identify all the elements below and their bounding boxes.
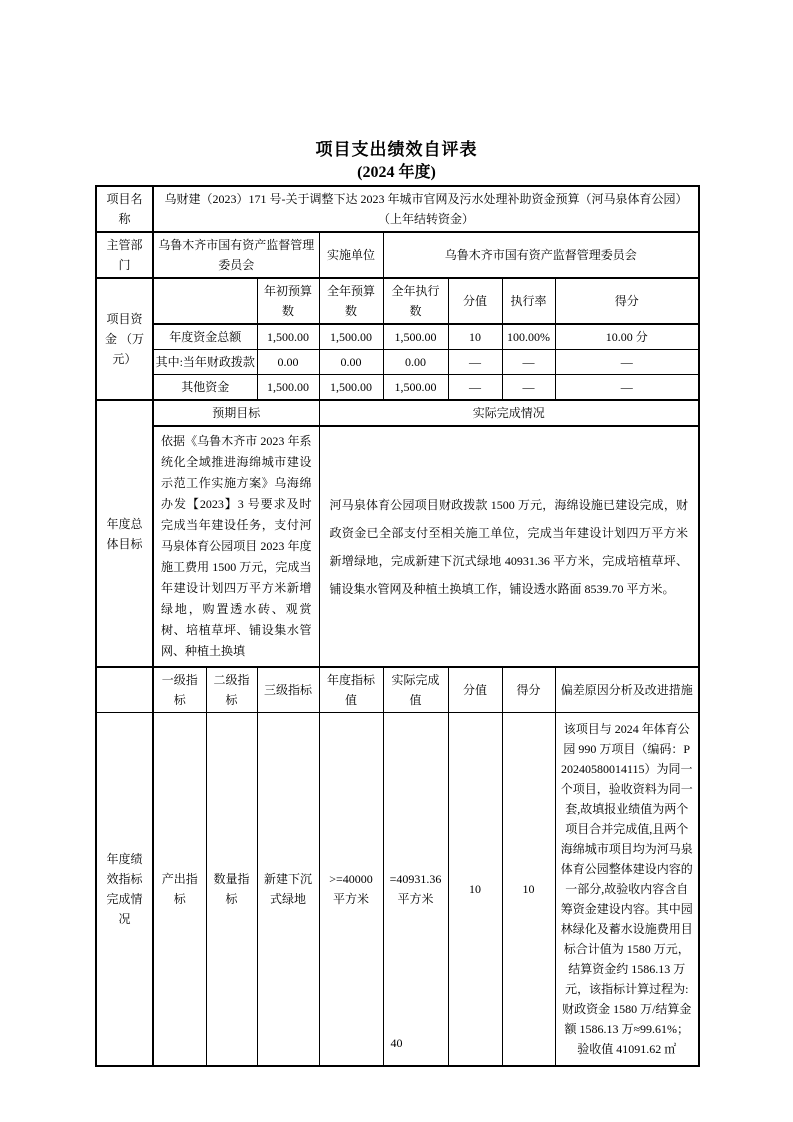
indicators-header-target: 年度指标值 [319, 667, 383, 713]
funds-annual-executed: 0.00 [383, 350, 448, 375]
indicators-header-level2: 二级指标 [206, 667, 257, 713]
implementing-unit-value: 乌鲁木齐市国有资产监督管理委员会 [383, 232, 699, 278]
funds-execution-rate: 100.00% [502, 324, 555, 350]
indicator-level1: 产出指标 [153, 713, 206, 1066]
funds-row-name: 其他资金 [153, 375, 257, 401]
funds-annual-executed: 1,500.00 [383, 324, 448, 350]
project-name-value: 乌财建（2023）171 号-关于调整下达 2023 年城市官网及污水处理补助资金预算（河马泉体育公园）（上年结转资金） [153, 186, 699, 232]
funds-blank-cell [153, 278, 257, 324]
funds-annual-budget: 1,500.00 [319, 324, 383, 350]
funds-annual-executed: 1,500.00 [383, 375, 448, 401]
indicators-header-level1: 一级指标 [153, 667, 206, 713]
row-department [96, 232, 699, 278]
funds-row-other [96, 375, 699, 401]
funds-header-annual-budget: 全年预算数 [319, 278, 383, 324]
performance-self-evaluation-table [95, 185, 700, 1067]
funds-score: — [555, 350, 699, 375]
funds-section-label: 项目资金 （万元） [96, 278, 153, 400]
page-number: 40 [390, 1036, 403, 1050]
indicators-header-level3: 三级指标 [257, 667, 319, 713]
funds-header-annual-executed: 全年执行数 [383, 278, 448, 324]
indicators-section-label: 年度绩效指标完成情况 [96, 713, 153, 1066]
funds-score: 10.00 分 [555, 324, 699, 350]
row-project-name [96, 186, 699, 232]
funds-score-weight: — [448, 375, 502, 401]
funds-row-name: 年度资金总额 [153, 324, 257, 350]
goal-section-label: 年度总体目标 [96, 400, 153, 667]
indicators-header-actual: 实际完成值 [383, 667, 448, 713]
funds-header-score: 得分 [555, 278, 699, 324]
page-subtitle: (2024 年度) [357, 164, 436, 181]
funds-header-execution-rate: 执行率 [502, 278, 555, 324]
funds-initial-budget: 1,500.00 [257, 324, 319, 350]
funds-score-weight: — [448, 350, 502, 375]
funds-execution-rate: — [502, 375, 555, 401]
row-funds-header [96, 278, 699, 324]
indicator-score: 10 [502, 713, 555, 1066]
funds-header-initial-budget: 年初预算数 [257, 278, 319, 324]
goal-expected-header: 预期目标 [153, 400, 319, 426]
funds-row-total [96, 324, 699, 350]
page-title: 项目支出绩效自评表 [315, 140, 478, 159]
goal-actual-header: 实际完成情况 [319, 400, 699, 426]
indicator-deviation-analysis: 该项目与 2024 年体育公园 990 万项目（编码：P20240580014115）为同一个项目，验收资料为同一套,故填报业绩值为两个项目合并完成值,且两个海绵城市项目均为河马泉体育公园整体建设内容的一部分,故验收内容含自筹资金建设内容。其中园林绿化及蓄水设施费用目标合计值为 1580 万元，结算资金约 1586.13 万元，该指标计算过程为:财政资金 1580 万/结算金额 1586.13 万≈99.61%；验收值 41091.62 ㎡ [555, 713, 699, 1066]
funds-annual-budget: 0.00 [319, 350, 383, 375]
indicator-score-weight: 10 [448, 713, 502, 1066]
indicators-header-score-weight: 分值 [448, 667, 502, 713]
row-goal-content [96, 426, 699, 667]
department-label: 主管部门 [96, 232, 153, 278]
implementing-unit-label: 实施单位 [319, 232, 383, 278]
funds-header-score-weight: 分值 [448, 278, 502, 324]
funds-score: — [555, 375, 699, 401]
indicators-blank-cell [96, 667, 153, 713]
indicator-target-value: >=40000 平方米 [319, 713, 383, 1066]
indicator-actual-value: =40931.36 平方米 [383, 713, 448, 1066]
indicators-header-deviation: 偏差原因分析及改进措施 [555, 667, 699, 713]
project-name-label: 项目名称 [96, 186, 153, 232]
funds-row-name: 其中:当年财政拨款 [153, 350, 257, 375]
goal-actual-text: 河马泉体育公园项目财政拨款 1500 万元，海绵设施已建设完成，财政资金已全部支付至相关施工单位，完成当年建设计划四万平方米新增绿地，完成新建下沉式绿地 40931.36 平方米，完成培植草坪、铺设集水管网及种植土换填工作，铺设透水路面 8539.70 平方米。 [319, 426, 699, 667]
funds-initial-budget: 0.00 [257, 350, 319, 375]
funds-initial-budget: 1,500.00 [257, 375, 319, 401]
funds-execution-rate: — [502, 350, 555, 375]
row-indicator [96, 713, 699, 1066]
indicator-level3: 新建下沉式绿地 [257, 713, 319, 1066]
department-value: 乌鲁木齐市国有资产监督管理委员会 [153, 232, 319, 278]
indicator-level2: 数量指标 [206, 713, 257, 1066]
row-goal-header [96, 400, 699, 426]
funds-score-weight: 10 [448, 324, 502, 350]
funds-row-fiscal [96, 350, 699, 375]
funds-annual-budget: 1,500.00 [319, 375, 383, 401]
indicators-header-score: 得分 [502, 667, 555, 713]
row-indicators-header [96, 667, 699, 713]
goal-expected-text: 依据《乌鲁木齐市 2023 年系统化全域推进海绵城市建设示范工作实施方案》乌海绵办发【2023】3 号要求及时完成当年建设任务，支付河马泉体育公园项目 2023 年度施工费用 1500 万元，完成当年建设计划四万平方米新增绿地，购置透水砖、观赏树、培植草坪、铺设集水管网、种植土换填 [153, 426, 319, 667]
